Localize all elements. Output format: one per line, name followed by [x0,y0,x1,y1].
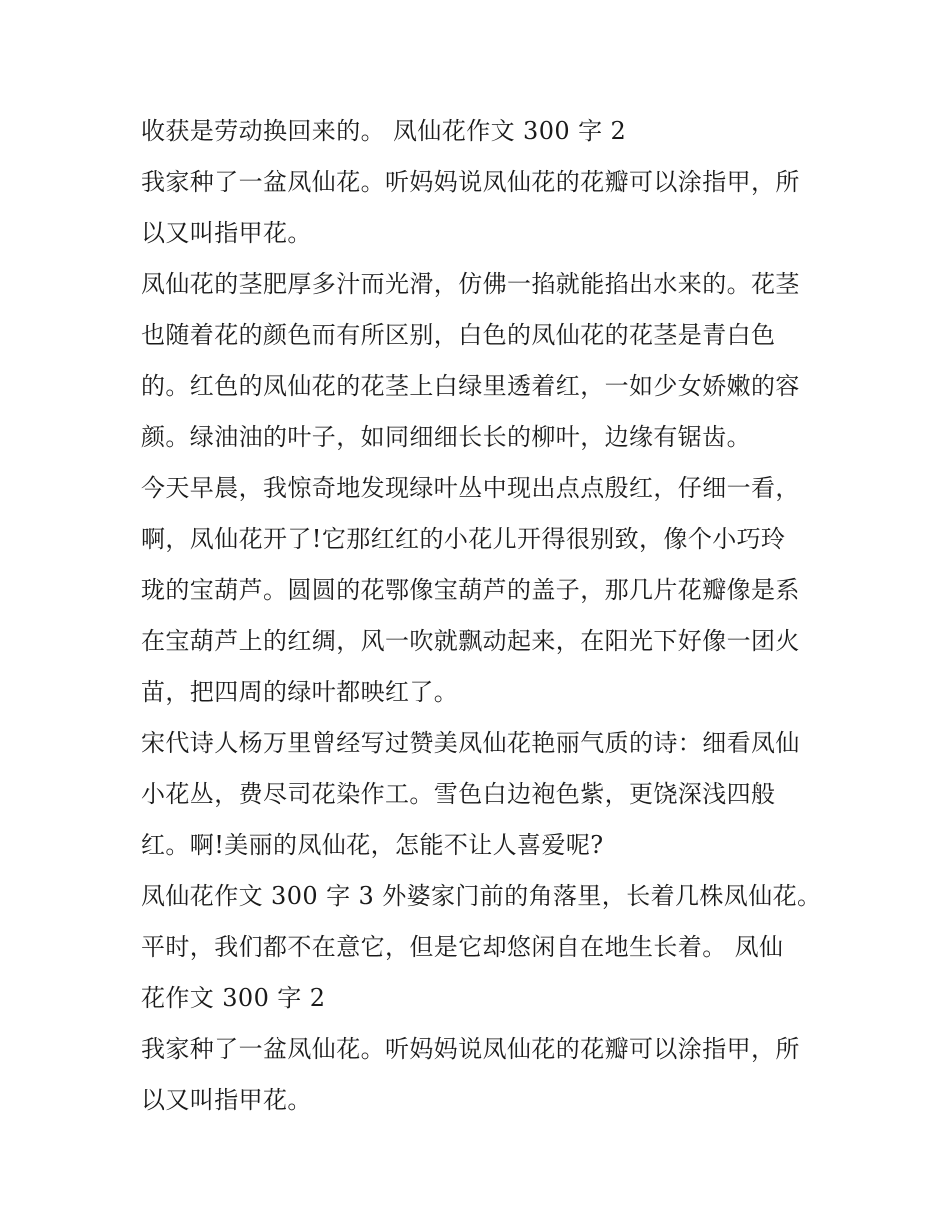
text-line: 在宝葫芦上的红绸，风一吹就飘动起来，在阳光下好像一团火 [141,627,800,655]
text-line: 花作文 300 字 2 [141,984,326,1012]
text-line: 也随着花的颜色而有所区别，白色的凤仙花的花茎是青白色 [141,321,776,349]
text-line: 苗，把四周的绿叶都映红了。 [141,678,459,706]
text-line: 收获是劳动换回来的。 凤仙花作文 300 字 2 [141,117,627,145]
text-line: 小花丛，费尽司花染作工。雪色白边袍色紫，更饶深浅四般 [141,780,776,808]
text-line: 珑的宝葫芦。圆圆的花鄂像宝葫芦的盖子，那几片花瓣像是系 [141,576,800,604]
text-line: 凤仙花的茎肥厚多汁而光滑，仿佛一掐就能掐出水来的。花茎 [141,270,800,298]
text-line: 啊，凤仙花开了!它那红红的小花儿开得很别致，像个小巧玲 [141,525,786,553]
text-line: 平时，我们都不在意它，但是它却悠闲自在地生长着。 凤仙 [141,933,784,961]
text-line: 的。红色的凤仙花的花茎上白绿里透着红，一如少女娇嫩的容 [141,372,800,400]
text-line: 我家种了一盆凤仙花。听妈妈说凤仙花的花瓣可以涂指甲，所 [141,168,800,196]
text-line: 我家种了一盆凤仙花。听妈妈说凤仙花的花瓣可以涂指甲，所 [141,1035,800,1063]
text-line: 今天早晨，我惊奇地发现绿叶丛中现出点点殷红，仔细一看， [141,474,800,502]
text-line: 以又叫指甲花。 [141,219,312,247]
text-line: 宋代诗人杨万里曾经写过赞美凤仙花艳丽气质的诗：细看凤仙 [141,729,800,757]
text-line: 凤仙花作文 300 字 3 外婆家门前的角落里，长着几株凤仙花。 [141,882,822,910]
essay-text [141,106,821,1126]
text-line: 红。啊!美丽的凤仙花，怎能不让人喜爱呢? [141,831,604,859]
text-line: 颜。绿油油的叶子，如同细细长长的柳叶，边缘有锯齿。 [141,423,751,451]
text-line: 以又叫指甲花。 [141,1086,312,1114]
